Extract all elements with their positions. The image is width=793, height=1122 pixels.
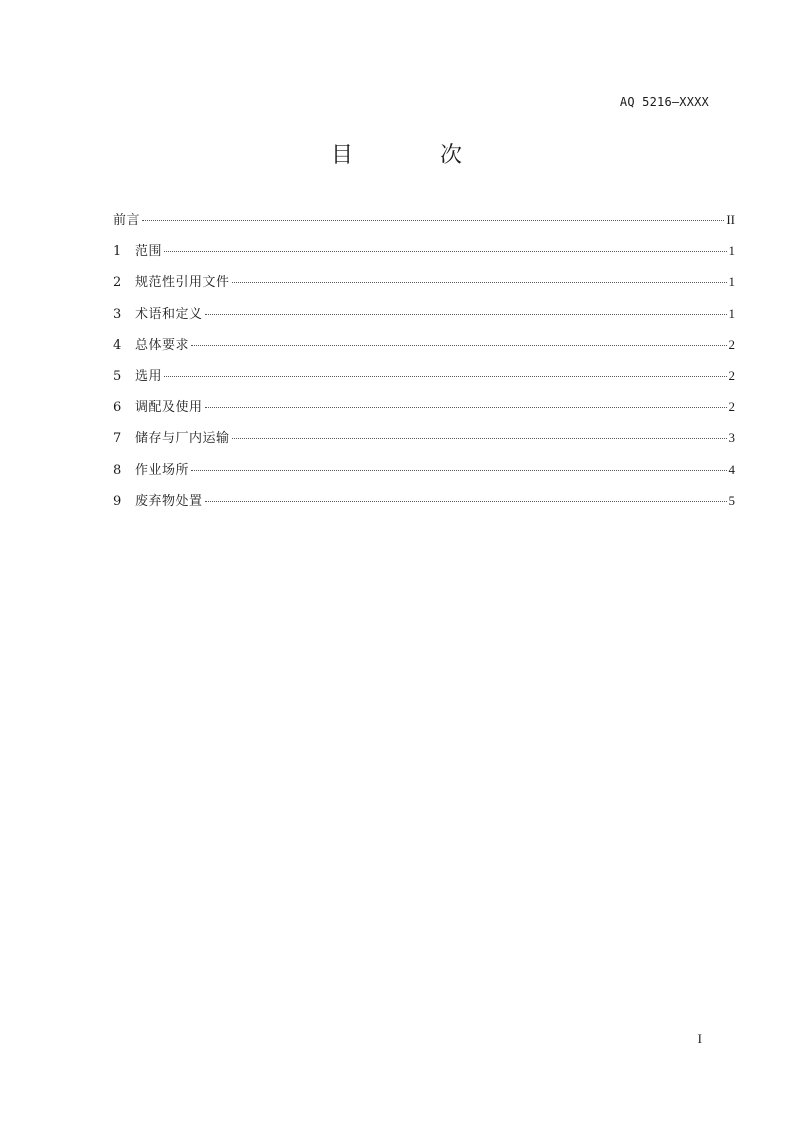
page-title: 目 次 — [331, 143, 502, 168]
toc-page-number: 2 — [728, 336, 735, 352]
toc-entry-preparation-use[interactable] — [113, 397, 735, 428]
toc-number: 3 — [113, 306, 122, 322]
toc-page-number: 1 — [728, 243, 735, 259]
toc-entry-workplace[interactable] — [113, 460, 735, 491]
toc-number: 9 — [113, 493, 122, 509]
toc-entry-foreword[interactable] — [113, 210, 735, 241]
toc-number: 4 — [113, 337, 122, 353]
toc-number: 1 — [113, 244, 122, 260]
toc-page-number: 1 — [728, 305, 735, 321]
toc-page-number: 2 — [728, 367, 735, 383]
toc-page-number: 3 — [728, 430, 735, 446]
table-of-contents — [113, 210, 735, 522]
toc-label: 调配及使用 — [135, 400, 203, 416]
toc-label: 总体要求 — [135, 337, 190, 353]
toc-leader-dots — [191, 345, 726, 346]
toc-page-number: II — [726, 212, 735, 227]
toc-label: 废弃物处置 — [135, 493, 203, 509]
toc-entry-scope[interactable] — [113, 241, 735, 272]
toc-leader-dots — [205, 501, 727, 502]
toc-leader-dots — [164, 376, 726, 377]
toc-label: 作业场所 — [135, 462, 190, 478]
toc-leader-dots — [232, 282, 727, 283]
toc-leader-dots — [191, 470, 726, 471]
toc-entry-general-requirements[interactable] — [113, 335, 735, 366]
toc-leader-dots — [205, 407, 727, 408]
toc-label: 选用 — [135, 368, 163, 384]
toc-leader-dots — [205, 314, 727, 315]
toc-number: 2 — [113, 275, 122, 291]
toc-entry-waste-disposal[interactable] — [113, 491, 735, 522]
toc-entry-terms-definitions[interactable] — [113, 304, 735, 335]
toc-number: 7 — [113, 431, 122, 447]
document-code: AQ 5216—XXXX — [619, 95, 709, 109]
toc-page-number: 1 — [728, 274, 735, 290]
toc-page-number: 2 — [728, 399, 735, 415]
toc-label: 术语和定义 — [135, 306, 203, 322]
toc-page-number: 4 — [728, 461, 735, 477]
toc-number: 5 — [113, 368, 122, 384]
toc-number: 8 — [113, 462, 122, 478]
toc-leader-dots — [142, 220, 724, 221]
toc-label: 储存与厂内运输 — [135, 431, 230, 447]
toc-page-number: 5 — [728, 492, 735, 508]
toc-entry-selection[interactable] — [113, 366, 735, 397]
toc-label: 规范性引用文件 — [135, 275, 230, 291]
toc-label: 范围 — [135, 244, 163, 260]
toc-entry-storage-transport[interactable] — [113, 428, 735, 459]
footer-page-number: I — [697, 1031, 702, 1046]
toc-number: 6 — [113, 400, 122, 416]
toc-entry-normative-references[interactable] — [113, 272, 735, 303]
toc-leader-dots — [164, 251, 726, 252]
toc-leader-dots — [232, 438, 727, 439]
toc-label: 前言 — [113, 213, 141, 228]
